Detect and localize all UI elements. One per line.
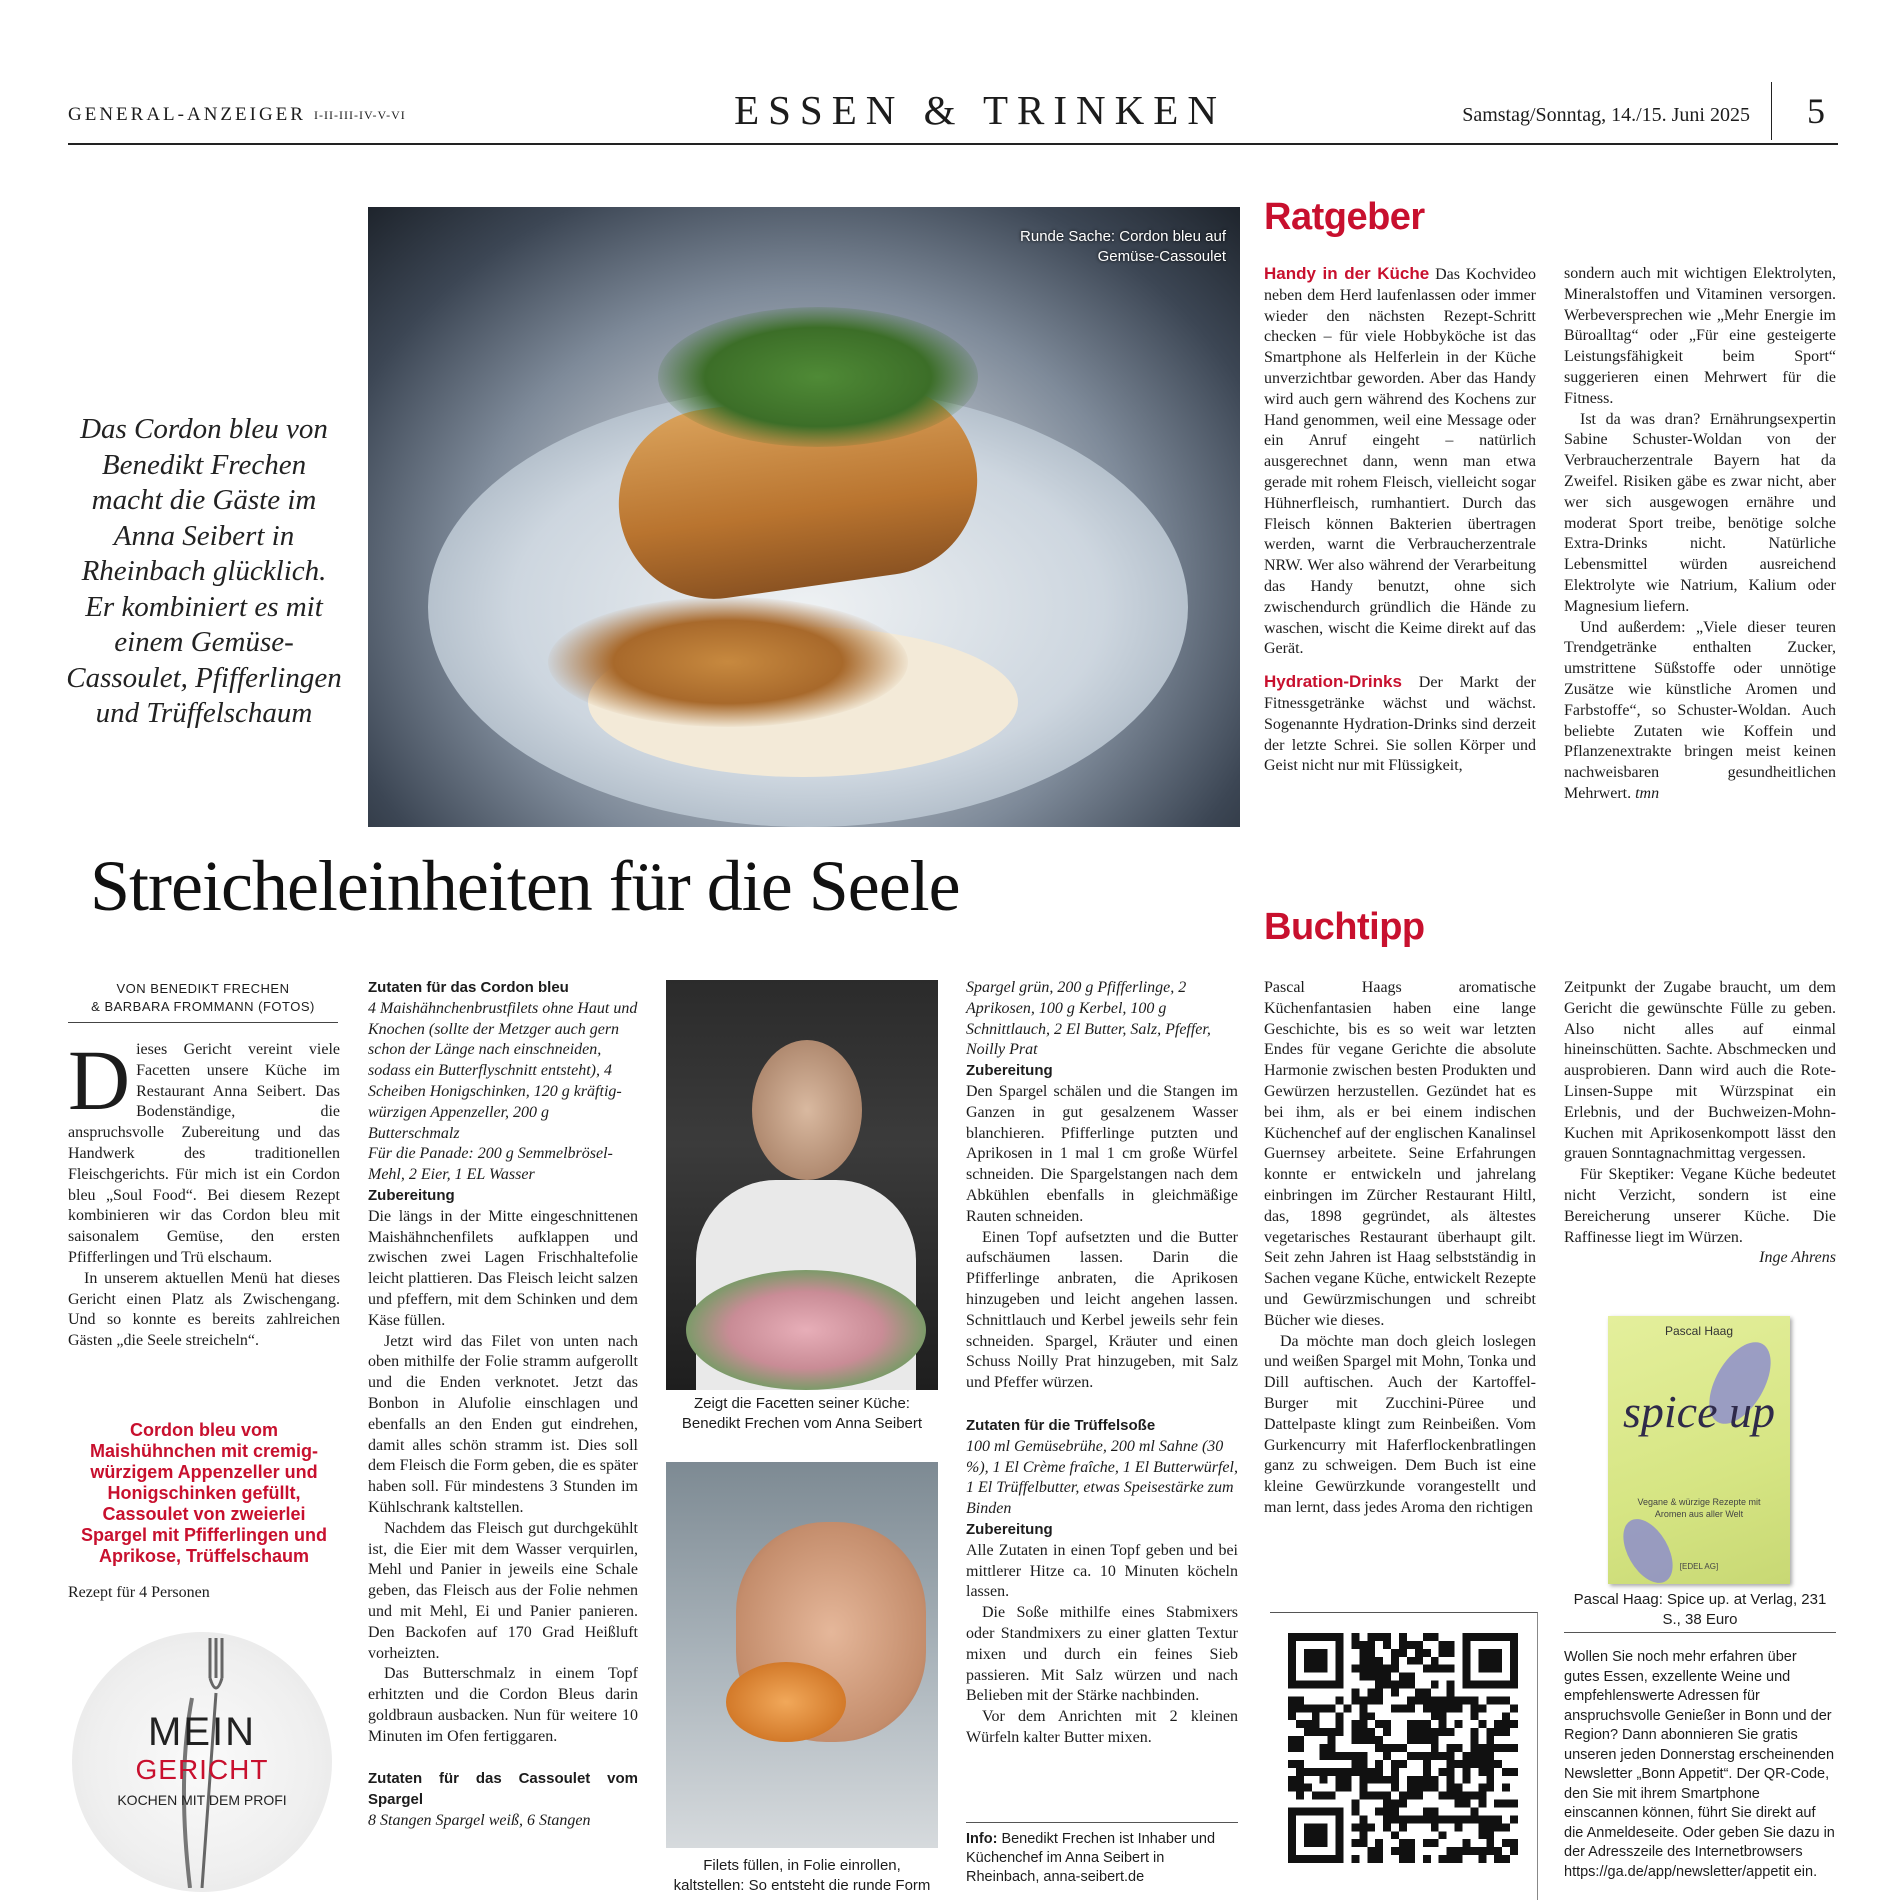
ratgeber-paragraph-5: Und außerdem: „Viele dieser teuren Trendgetränke enthalten Zucker, umstrittene Süßstoffe oder unnötige Zusätze wie künstliche Aromen und Farbstoffe“, so Schuster-Woldan. Auch beliebte Zutaten wie Koffein und Pflanzenextrakte bringen meist keinen nachweisbaren gesundheitlichen Mehrwert. xyxy=(1564,618,1836,802)
preparation-1-paragraph-1: Die längs in der Mitte eingeschnittenen Maishähnchenfilets aufklappen und zwischen zwei Lagen Frischhaltefolie leicht plattieren. Das Fleisch leicht salzen und pfeffern, mit dem Schinken und dem Käse füllen. xyxy=(368,1207,638,1329)
mein-gericht-logo xyxy=(72,1632,332,1892)
qr-code-box xyxy=(1270,1612,1538,1900)
buchtipp-author: Inge Ahrens xyxy=(1759,1249,1836,1267)
newsletter-promo: Wollen Sie noch mehr erfahren über gutes Essen, exzellente Weine und empfehlenswerte Adressen für anspruchsvolle Genießer in Bonn und der Region? Dann abonnieren Sie gratis unseren jeden Donnerstag erscheinenden Newsletter „Bonn Appetit“. Der QR-Code, den Sie mit ihrem Smartphone einscannen können, führt Sie direkt auf die Anmeldeseite. Oder geben Sie dazu in der Adresszeile des Internetbrowsers https://ga.de/app/newsletter/appetit ein. xyxy=(1564,1649,1835,1880)
hands-photo-caption: Filets füllen, in Folie einrollen, kaltstellen: So entsteht die runde Form xyxy=(673,1857,931,1894)
preparation-3-paragraph-3: Vor dem Anrichten mit 2 kleinen Würfeln kalter Butter mixen. xyxy=(966,1708,1238,1746)
heading-preparation-2: Zubereitung xyxy=(966,1062,1053,1080)
book-caption: Pascal Haag: Spice up. at Verlag, 231 S., 38 Euro xyxy=(1573,1591,1827,1628)
ratgeber-paragraph-3: sondern auch mit wichtigen Elektrolyten, Mineralstoffen und Vitaminen versorgen. Werbeversprechen wie „Mehr Energie im Büroalltag“ oder „Für eine gesteigerte Leistungsfähigkeit beim Sport“ suggerieren einen Mehrwert für die Fitness. xyxy=(1564,265,1836,407)
hands-photo xyxy=(666,1462,938,1848)
heading-preparation-1: Zubereitung xyxy=(368,1186,455,1204)
photo-caption: Runde Sache: Cordon bleu auf Gemüse-Cassoulet xyxy=(1020,228,1226,265)
newsletter-rule xyxy=(1564,1632,1836,1633)
chanterelles-shape xyxy=(548,597,908,727)
heading-cordon-ingredients: Zutaten für das Cordon bleu xyxy=(368,979,569,996)
ingredients-cassoulet-start: 8 Stangen Spargel weiß, 6 Stangen xyxy=(368,1812,591,1830)
intro-paragraph-1: ieses Gericht vereint viele Facetten unsere Küche im Restaurant Anna Seibert. Das Bodenständige, die anspruchsvolle Zubereitung und das Handwerk des traditionellen Fleischgerichts. Für mich ist ein Cordon bleu „Soul Food“. Bei diesem Rezept kombinieren wir das Cordon bleu mit saisonalem Gemüse, den ersten Pfifferlingen und Trü elschaum. xyxy=(68,1041,340,1266)
recipe-title: Cordon bleu vom Maishühnchen mit cremig-würzigem Appenzeller und Honigschinken gefüllt, Cassoulet von zweierlei Spargel mit Pfifferlingen und Aprikose, Trüffelschaum xyxy=(80,1420,327,1566)
page-number: 5 xyxy=(1807,91,1825,131)
ratgeber-column-2 xyxy=(1564,264,1836,805)
article-headline: Streicheleinheiten für die Seele xyxy=(90,846,960,926)
buchtipp-paragraph-1: Pascal Haags aromatische Küchenfantasien haben eine lange Geschichte, bis es so weit war letzten Endes für vegane Gerichte die absolute Harmonie zwischen besten Produkten und Gewürzen herzustellen. Gezündet hat es bei ihm, als er bei einem indischen Küchenchef auf der englischen Kanalinsel Guernsey arbeitete. Seine Erfahrungen konnte er entwickeln und jahrelang einbringen im Zürcher Restaurant Hiltl, das, 1898 gegründet, als ältestes vegetarisches Restaurant überhaupt gilt. Seit zehn Jahren ist Haag selbstständig in Sachen vegane Küche, entwickelt Rezepte und Gewürzmischungen und schreibt Bücher wie dieses. xyxy=(1264,979,1536,1329)
section-title: ESSEN & TRINKEN xyxy=(734,87,1226,133)
preparation-1-paragraph-3: Nachdem das Fleisch gut durchgekühlt ist, die Eier mit dem Wasser verquirlen, Mehl und Panier in jeweils eine Schale geben, das Fleisch aus der Folie nehmen und mit Mehl, Ei und Panier panieren. Den Backofen auf 170 Grad Heißluft vorheizten. xyxy=(368,1519,638,1662)
recipe-column-2 xyxy=(966,978,1238,1749)
chef-photo xyxy=(666,980,938,1390)
info-label: Info: xyxy=(966,1831,998,1847)
book-cover-title: spice up xyxy=(1622,1386,1775,1437)
ratgeber-paragraph-4: Ist da was dran? Ernährungsexpertin Sabine Schuster-Woldan von der Verbraucherzentrale Bayern hat da Zweifel. Risiken gäbe es zwar nicht, aber wer sich ausgewogen ernähre und moderat Sport treibe, benötige solche Extra-Drinks nicht. Natürliche Lebensmittel würden ausreichend Elektrolyte wie Natrium, Kalium oder Magnesium liefern. xyxy=(1564,410,1836,615)
flowers-shape xyxy=(686,1270,926,1390)
byline-photographer: & BARBARA FROMMANN (FOTOS) xyxy=(91,999,315,1014)
intro-paragraph-2: In unserem aktuellen Menü hat dieses Gericht einen Platz als Zwischengang. Und so konnte es bereits zahlreichen Gästen „die Seele streicheln“. xyxy=(68,1269,340,1350)
buchtipp-paragraph-2: Da möchte man doch gleich loslegen und weißen Spargel mit Mohn, Tonka und Dill auftischen. Auch der Kartoffel-Burger mit Zucchini-Püree und Dattelpaste klingt zum Reinbeißen. Vom Gurkencurry mit Haferflockenbratlingen ganz zu schweigen. Dem Buch ist eine kleine Gewürzkunde vorangestellt und man lernt, dass jedes Aroma den richtigen xyxy=(1264,1332,1536,1516)
preparation-1-paragraph-2: Jetzt wird das Filet von unten nach oben mithilfe der Folie stramm aufgerollt und die Enden verknotet. Jetzt das Bonbon in Alufolie einschlagen und ebenfalls an den Enden gut eindrehen, damit alles schön stramm ist. Dies soll dem Fleisch die Form geben, die es später haben soll. Für mindestens 3 Stunden im Kühlschrank kaltstellen. xyxy=(368,1332,638,1516)
buchtipp-paragraph-4: Für Skeptiker: Vegane Küche bedeutet nicht Verzicht, sondern ist eine Bereicherung unserer Küche. Die Raffinesse liegt im Würzen. xyxy=(1564,1166,1836,1246)
ingredients-cordon: 4 Maishähnchenbrustfilets ohne Haut und Knochen (sollte der Metzger auch gern schon der Länge nach einschneiden, sodass ein Butterflyschnitt entsteht), 4 Scheiben Honigschinken, 120 g kräftig-würzigen Appenzeller, 200 g Butterschmalz xyxy=(368,999,638,1142)
buchtipp-column-1 xyxy=(1264,978,1536,1519)
chef-photo-caption: Zeigt die Facetten seiner Küche: Benedikt Frechen vom Anna Seibert xyxy=(681,1395,923,1432)
ingredients-cassoulet-end: Spargel grün, 200 g Pfifferlinge, 2 Aprikosen, 100 g Kerbel, 100 g Schnittlauch, 2 El Butter, Salz, Pfeffer, Noilly Prat xyxy=(966,979,1211,1059)
byline-rule xyxy=(68,1022,338,1023)
dish-photo xyxy=(368,207,1240,827)
logo-tagline: KOCHEN MIT DEM PROFI xyxy=(117,1792,287,1808)
leaf-icon xyxy=(1613,1511,1683,1592)
ingredients-panade: Für die Panade: 200 g Semmelbrösel-Mehl, 2 Eier, 1 EL Wasser xyxy=(368,1145,613,1184)
filet-shape xyxy=(726,1662,846,1742)
ratgeber-lead-hydration: Hydration-Drinks xyxy=(1264,672,1402,692)
qr-code-icon[interactable] xyxy=(1288,1633,1518,1863)
dropcap: D xyxy=(68,1032,131,1128)
book-cover-publisher: [EDEL AG] xyxy=(1679,1562,1719,1571)
byline-author: VON BENEDIKT FRECHEN xyxy=(116,981,290,996)
byline xyxy=(68,980,338,1016)
chef-face-shape xyxy=(752,1040,862,1180)
herbs-shape xyxy=(658,307,978,447)
ingredients-sauce: 100 ml Gemüsebrühe, 200 ml Sahne (30 %), 1 El Crème fraîche, 1 El Butterwürfel, 1 El Trüffelbutter, etwas Speisestärke zum Binden xyxy=(966,1437,1238,1518)
info-rule xyxy=(966,1822,1238,1823)
heading-preparation-3: Zubereitung xyxy=(966,1520,1053,1538)
preparation-1-paragraph-4: Das Butterschmalz in einem Topf erhitzten und die Cordon Bleus darin goldbraun ausbacken. Nun für weitere 10 Minuten im Ofen fertiggaren. xyxy=(368,1665,638,1745)
preparation-3-paragraph-2: Die Soße mithilfe eines Stabmixers oder Standmixers zu einer glatten Textur mixen und durch ein feines Sieb passieren. Mit Salz würzen und nach Belieben mit der Stärke nachbinden. xyxy=(966,1604,1238,1705)
ratgeber-source: tmn xyxy=(1635,784,1660,802)
issue-date: Samstag/Sonntag, 14./15. Juni 2025 xyxy=(1462,104,1750,126)
heading-cassoulet-ingredients: Zutaten für das Cassoulet vom Spargel xyxy=(368,1770,638,1809)
ratgeber-column-1 xyxy=(1264,264,1536,777)
heading-sauce-ingredients: Zutaten für die Trüffelsoße xyxy=(966,1416,1156,1434)
info-box xyxy=(966,1830,1238,1887)
preparation-3-paragraph-1: Alle Zutaten in einen Topf geben und bei mittlerer Hitze ca. 10 Minuten köcheln lassen. xyxy=(966,1541,1238,1601)
newspaper-name: GENERAL-ANZEIGER xyxy=(68,104,306,125)
buchtipp-heading: Buchtipp xyxy=(1264,906,1425,948)
article-deck: Das Cordon bleu von Benedikt Frechen macht die Gäste im Anna Seibert in Rheinbach glücklich. Er kombiniert es mit einem Gemüse-Cassoulet, Pfifferlingen und Trüffelschaum xyxy=(66,413,342,729)
book-cover-subtitle: Vegane & würzige Rezepte mit Aromen aus aller Welt xyxy=(1637,1497,1761,1519)
preparation-2-paragraph-1: Den Spargel schälen und die Stangen im Ganzen in gut gesalzenem Wasser blanchieren. Pfifferlinge putzten und Aprikosen in 1 mal 1 cm große Würfel schneiden. Die Spargelstangen nach dem Abkühlen ebenfalls in gleichmäßige Rauten schneiden. xyxy=(966,1082,1238,1225)
buchtipp-paragraph-3: Zeitpunkt der Zugabe braucht, um dem Gericht die gewünschte Fülle zu geben. Also nicht alles auf einmal hineinschütten. Sachte. Abschmecken und ausprobieren. Dann wird auch die Rote-Linsen-Suppe mit Würzspinat ein Erlebnis, und der Buchweizen-Mohn-Kuchen mit Aprikosenkompott lässt den grauen Sonntagnachmittag vergessen. xyxy=(1564,979,1836,1163)
ratgeber-paragraph-1: Das Kochvideo neben dem Herd laufenlassen oder immer wieder den nächsten Rezept-Schritt checken – für viele Hobbyköche ist das Smartphone als Helferlein in der Küche unverzichtbar geworden. Aber das Handy wird auch gern während des Kochens zur Hand genommen, weil eine Message oder ein Anruf eingeht – natürlich ausgerechnet dann, wenn man etwa gerade mit rohem Fleisch, vielleicht sogar Hühnerfleisch, rumhantiert. Durch das Fleisch können Bakterien übertragen werden, warnt die Verbraucherzentrale NRW. Wer also während der Verarbeitung das Handy benutzt, ohne sich zwischendurch gründlich die Hände zu waschen, wischt die Keime direkt auf das Gerät. xyxy=(1264,266,1537,658)
logo-word-gericht: GERICHT xyxy=(135,1754,269,1785)
info-text: Benedikt Frechen ist Inhaber und Küchenchef im Anna Seibert in Rheinbach, anna-seibert.de xyxy=(966,1831,1216,1885)
header-rule xyxy=(68,143,1838,145)
recipe-column-1 xyxy=(368,978,638,1832)
edition-codes: I-II-III-IV-V-VI xyxy=(314,108,406,122)
book-cover xyxy=(1608,1316,1790,1584)
book-cover-author: Pascal Haag xyxy=(1664,1324,1734,1338)
preparation-2-paragraph-2: Einen Topf aufsetzten und die Butter aufschäumen lassen. Darin die Pfifferlinge anbraten, die Aprikosen hinzugeben und leicht angehen lassen. Schnittlauch und Kerbel jeweils sehr fein schneiden. Spargel, Kräuter und einen Schuss Noilly Prat hinzugeben, mit Salz und Pfeffer würzen. xyxy=(966,1228,1238,1392)
ratgeber-heading: Ratgeber xyxy=(1264,196,1425,238)
ratgeber-lead-handy: Handy in der Küche xyxy=(1264,264,1430,283)
servings: Rezept für 4 Personen xyxy=(68,1584,210,1601)
logo-word-mein: MEIN xyxy=(148,1710,256,1754)
buchtipp-column-2 xyxy=(1564,978,1836,1269)
ratgeber-paragraph-2: Der Markt der Fitnessgetränke wächst und wächst. Sogenannte Hydration-Drinks sind derzeit der letzte Schrei. Sie sollen Körper und Geist nicht nur mit Flüssigkeit, xyxy=(1264,674,1537,775)
article-intro xyxy=(68,1032,340,1352)
